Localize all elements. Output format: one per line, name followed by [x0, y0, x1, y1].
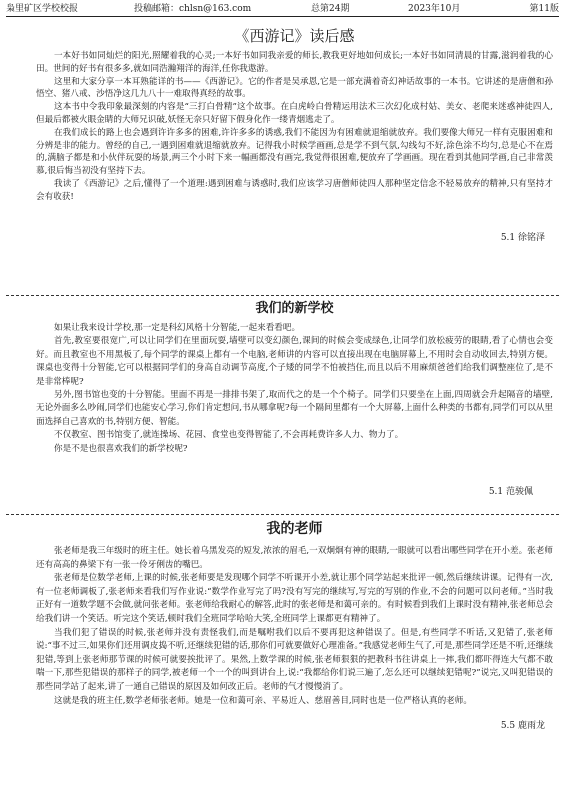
article-paragraph: 我读了《西游记》之后,懂得了一个道理:遇到困难与诱惑时,我们应该学习唐僧师徒四人那种坚定信念不轻易放弃的精神,只有坚持才会有收获!	[36, 178, 553, 202]
article-paragraph: 不仅教室、图书馆变了,就连操场、花园、食堂也变得智能了,不会再耗费许多人力、物力了。	[54, 430, 404, 441]
article-my-teacher	[36, 519, 553, 731]
school-name: 枭里矿区学校校报	[6, 4, 79, 14]
section-divider	[6, 514, 559, 515]
article-paragraph: 你是不是也很喜欢我们的新学校呢?	[54, 443, 188, 454]
article-paragraph: 首先,教室要很宽广,可以让同学们在里面玩耍,墙壁可以变幻颜色,课间的时候会变成绿色,让同学们放松疲劳的眼睛,看了心情也会变好。而且教室也不用黑板了,每个同学的课桌上都有一个电脑,老师讲的内容可以直接出现在电脑屏幕上,不用时会自动收回去,特别方便。课桌也变得十分智能,它可以根据同学们的身高自动调节高度,个子矮的同学不怕被挡住,而且以后不用麻烦爸爸们给我们调整座位了,是不是非常棒呢?	[36, 336, 553, 387]
article-title: 《西游记》读后感	[234, 27, 355, 45]
article-paragraph: 如果让我来设计学校,那一定是科幻风格十分智能,一起来看看吧。	[54, 323, 301, 333]
article-title: 我们的新学校	[255, 301, 334, 316]
article-paragraph: 这里和大家分享一本耳熟能详的书——《西游记》。它的作者是吴承恩,它是一部充满着奇幻神话故事的一本书。它讲述的是唐僧和孙悟空、猪八戒、沙悟净这几九八十一难取得真经的故事。	[36, 76, 553, 100]
issue-number: 总第24期	[311, 4, 350, 14]
article-paragraph: 张老师是位数学老师,上课的时候,张老师要是发现哪个同学不听课开小差,就让那个同学站起来批评一顿,然后继续讲课。记得有一次,有一位老师调板了,张老师来看我们写作业说:“数学作业写完了吗?没有写完的继续写,写完的写别的作业,不会的问题可以问老师。”当时我正好有一道数学题不会做,就问张老师。张老师给我耐心的解答,此时的张老师是和蔼可亲的。有时候看到我们上课时没有精神,张老师总会给我们讲一个笑话。听完这个笑话,顿时我们全班同学哈哈大笑,全班同学上课都更有精神了。	[36, 573, 553, 624]
article-paragraph: 当我们犯了错误的时候,张老师并没有责怪我们,而是嘱咐我们以后不要再犯这种错误了。但是,有些同学不听话,又犯错了,张老师说:“事不过三,如果你们还用调皮捣不听,还继续犯错的话,那你们可就要做好心理准备。”我感觉老师生气了,可是,那些同学还是不听,还继续犯错,等到上张老师那节课的时候可就要挨批评了。果然,上数学课的时候,张老师狠狠的把教科书往讲桌上一摔,我们都吓得连大气都不敢喘一下,那些犯错误的那样子的同学,被老师一个一个的叫到讲台上,说:“我都给你们说三遍了,怎么还可以继续犯错呢?”说完,又叫犯错误的那些同学站了起来,讲了一通自己错误的原因及如何改正后。老师的气才慢慢消了。	[36, 627, 553, 692]
article-new-school	[36, 299, 553, 497]
header-rule	[6, 16, 559, 17]
article-author: 5.1 徐铭泽	[500, 232, 545, 243]
page-header	[6, 2, 559, 16]
article-journey-west-review	[36, 25, 553, 243]
article-paragraph: 一本好书如同灿烂的阳光,照耀着我的心灵;一本好书如同我亲爱的师长,教我更好地如何成长;一本好书如同清晨的甘露,滋润着我的心田。世间的好书有很多多,就如同浩瀚翔洋的海洋,任你我遨游。	[36, 51, 553, 74]
article-author: 5.5 鹿雨龙	[500, 721, 545, 732]
article-paragraph: 另外,图书馆也变的十分智能。里面不再是一排排书架了,取而代之的是一个个椅子。同学们只要坐在上面,四周就会升起隔音的墙壁,无论外面多么吵闹,同学们也能安心学习,你们肯定想问,书从哪拿呢?每一个隔间里都有一个大屏幕,上面什么种类的书都有,同学们可以从里面选择自己喜欢的书,特别方便、智能。	[36, 390, 553, 427]
article-author: 5.1 范骏佩	[488, 487, 533, 498]
article-title: 我的老师	[266, 521, 323, 537]
article-paragraph: 这本书中令我印象最深刻的内容是“三打白骨精”这个故事。在白虎岭白骨精运用法术三次幻化成村姑、美女、老爬来迷惑神徒四人,但最后都被火眼金睛的大师兄识破,妖怪无奈只好留下假身化作一缕青烟逃走了。	[36, 102, 553, 125]
section-divider	[6, 295, 559, 296]
submission-email: 投稿邮箱：chlsn@163.com	[134, 4, 252, 14]
article-paragraph: 张老师是我三年级时的班主任。她长着乌黑发亮的短发,浓浓的眉毛,一双炯炯有神的眼睛,一眼就可以看出哪些同学在开小差。张老师还有高高的鼻梁下有一张一伶牙俐齿的嘴巴。	[36, 546, 553, 570]
article-paragraph: 在我们成长的路上也会遇到许许多多的困难,许许多多的诱惑,我们不能因为有困难就退缩就放弃。我们要像大师兄一样有克服困难和分辨是非的能力。曾经的自己,一遇到困难就退缩就放弃。记得我小时候学画画,总是学不到气氛,勾线勾不好,涂色涂不均匀,总是心不在焉的,满脑子都是和小伙伴玩耍的场景,两三个小时下来一幅画都没有画完,我觉得很困难,便放弃了学画画。现在看到其他同学画,自己非常羡慕,很后悔当初没有坚持下去。	[36, 127, 553, 177]
issue-date: 2023年10月	[408, 4, 461, 14]
article-paragraph: 这就是我的班主任,数学老师张老师。她是一位和蔼可亲、平易近人、慈眉善目,同时也是一位严格认真的老师。	[54, 695, 472, 706]
page-number: 第11版	[529, 4, 559, 14]
